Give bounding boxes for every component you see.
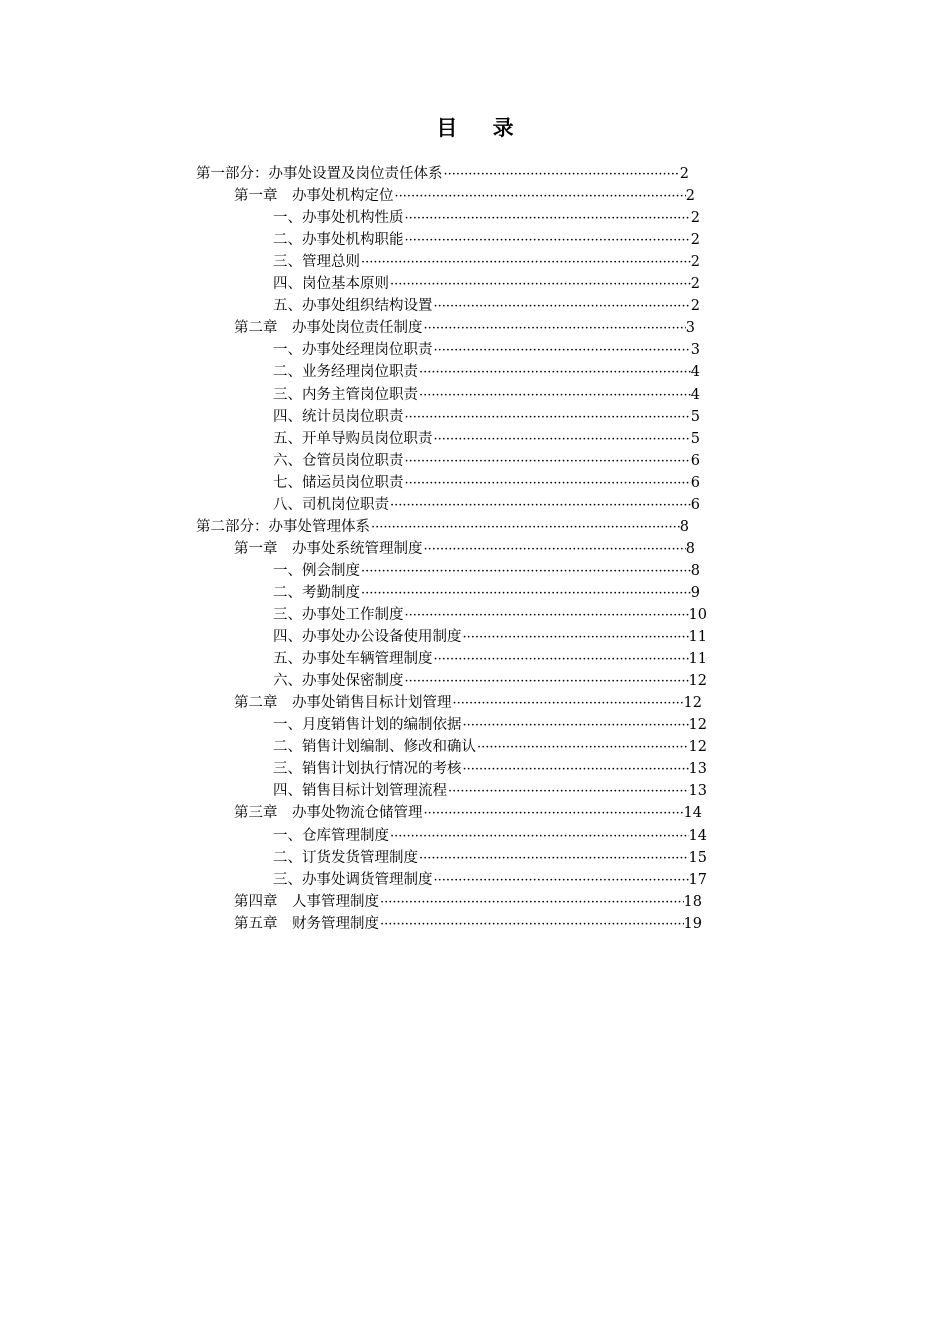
toc-entry-label: 一、办事处经理岗位职责	[273, 342, 433, 359]
toc-entry-label: 第二部分：办事处管理体系	[196, 518, 370, 535]
toc-dot-leader	[389, 826, 689, 847]
toc-entry-page-number: 6	[690, 452, 700, 469]
toc-dot-leader	[433, 296, 691, 317]
toc-entry-page-number: 6	[690, 496, 700, 513]
toc-entry-level-2[interactable]	[273, 626, 707, 648]
toc-dot-leader	[462, 759, 689, 780]
toc-entry-page-number: 3	[685, 320, 695, 337]
toc-entry-label: 五、办事处车辆管理制度	[273, 651, 433, 668]
toc-entry-page-number: 12	[683, 695, 702, 712]
toc-dot-leader	[370, 517, 680, 538]
toc-dot-leader	[404, 407, 691, 428]
toc-entry-level-2[interactable]	[273, 251, 700, 273]
toc-entry-level-2[interactable]	[273, 847, 707, 869]
toc-entry-label: 一、仓库管理制度	[273, 827, 389, 844]
toc-entry-level-2[interactable]	[273, 736, 707, 758]
toc-entry-label: 二、办事处机构职能	[273, 232, 404, 249]
toc-dot-leader	[360, 583, 691, 604]
toc-entry-label: 四、岗位基本原则	[273, 276, 389, 293]
toc-entry-page-number: 2	[690, 254, 700, 271]
toc-entry-page-number: 2	[690, 232, 700, 249]
toc-entry-page-number: 3	[690, 342, 700, 359]
toc-dot-leader	[418, 848, 689, 869]
toc-entry-label: 四、办事处办公设备使用制度	[273, 629, 462, 646]
toc-entry-level-2[interactable]	[273, 560, 700, 582]
toc-entry-label: 第四章 人事管理制度	[234, 893, 379, 910]
toc-entry-level-2[interactable]	[273, 604, 707, 626]
toc-entry-level-2[interactable]	[273, 825, 707, 847]
toc-dot-leader	[379, 914, 684, 935]
toc-entry-page-number: 19	[683, 915, 702, 932]
toc-dot-leader	[404, 473, 691, 494]
toc-dot-leader	[360, 252, 691, 273]
toc-dot-leader	[443, 164, 680, 185]
toc-entry-level-2[interactable]	[273, 670, 707, 692]
toc-entry-label: 三、内务主管岗位职责	[273, 386, 418, 403]
toc-entry-level-1[interactable]	[234, 185, 695, 207]
toc-entry-label: 五、开单导购员岗位职责	[273, 430, 433, 447]
toc-entry-page-number: 6	[690, 474, 700, 491]
toc-entry-page-number: 2	[690, 276, 700, 293]
toc-entry-page-number: 11	[688, 651, 707, 668]
toc-entry-level-0[interactable]	[196, 516, 689, 538]
toc-entry-level-2[interactable]	[273, 450, 700, 472]
toc-dot-leader	[433, 649, 689, 670]
toc-entry-label: 六、仓管员岗位职责	[273, 452, 404, 469]
toc-entry-label: 二、考勤制度	[273, 584, 360, 601]
toc-entry-level-2[interactable]	[273, 384, 700, 406]
toc-entry-page-number: 10	[688, 607, 707, 623]
toc-entry-level-1[interactable]	[234, 891, 702, 913]
toc-dot-leader	[404, 230, 691, 251]
toc-dot-leader	[404, 671, 689, 692]
toc-dot-leader	[433, 429, 691, 450]
toc-dot-leader	[389, 495, 691, 516]
toc-entry-level-2[interactable]	[273, 714, 707, 736]
toc-entry-level-1[interactable]	[234, 538, 695, 560]
toc-entry-level-1[interactable]	[234, 802, 702, 824]
toc-entry-page-number: 4	[690, 364, 700, 381]
toc-entry-level-2[interactable]	[273, 406, 700, 428]
toc-entry-page-number: 13	[688, 761, 707, 778]
toc-entry-page-number: 5	[690, 430, 700, 447]
toc-entry-page-number: 18	[683, 893, 702, 910]
toc-dot-leader	[452, 693, 684, 714]
toc-entry-label: 四、统计员岗位职责	[273, 408, 404, 425]
toc-entry-label: 一、办事处机构性质	[273, 210, 404, 227]
toc-entry-page-number: 5	[690, 408, 700, 425]
toc-entry-label: 三、销售计划执行情况的考核	[273, 761, 462, 778]
toc-dot-leader	[423, 539, 686, 560]
toc-entry-label: 二、订货发货管理制度	[273, 849, 418, 866]
toc-entry-page-number: 8	[679, 518, 689, 535]
toc-entry-level-2[interactable]	[273, 648, 707, 670]
toc-title: 目 录	[436, 115, 528, 140]
toc-entry-label: 第二章 办事处销售目标计划管理	[234, 695, 452, 712]
toc-dot-leader	[476, 737, 689, 758]
toc-entry-label: 第三章 办事处物流仓储管理	[234, 805, 423, 822]
toc-entry-page-number: 2	[690, 298, 700, 315]
toc-entry-level-2[interactable]	[273, 207, 700, 229]
toc-entry-level-2[interactable]	[273, 339, 700, 361]
toc-entry-label: 第二章 办事处岗位责任制度	[234, 320, 423, 337]
toc-entry-label: 二、销售计划编制、修改和确认	[273, 739, 476, 756]
toc-entry-level-2[interactable]	[273, 273, 700, 295]
toc-entry-page-number: 8	[685, 540, 695, 557]
toc-entry-level-2[interactable]	[273, 780, 707, 802]
toc-entry-label: 第一章 办事处机构定位	[234, 188, 394, 205]
toc-entry-label: 第五章 财务管理制度	[234, 915, 379, 932]
toc-dot-leader	[462, 715, 689, 736]
toc-entry-page-number: 14	[688, 827, 707, 844]
toc-dot-leader	[423, 318, 686, 339]
toc-entry-page-number: 2	[690, 210, 700, 227]
toc-entry-label: 七、储运员岗位职责	[273, 474, 404, 491]
toc-entry-page-number: 13	[688, 783, 707, 800]
toc-entry-label: 四、销售目标计划管理流程	[273, 783, 447, 800]
toc-entry-page-number: 15	[688, 849, 707, 866]
toc-entry-page-number: 2	[679, 166, 689, 182]
toc-entry-level-1[interactable]	[234, 317, 695, 339]
toc-dot-leader	[433, 340, 691, 361]
toc-entry-level-1[interactable]	[234, 692, 702, 714]
toc-entry-level-2[interactable]	[273, 361, 700, 383]
toc-dot-leader	[433, 870, 689, 891]
toc-entry-label: 二、业务经理岗位职责	[273, 364, 418, 381]
toc-entry-level-0[interactable]	[196, 163, 689, 185]
toc-dot-leader	[394, 186, 686, 207]
toc-entry-page-number: 4	[690, 386, 700, 403]
toc-entry-page-number: 12	[688, 717, 707, 734]
toc-entry-page-number: 2	[685, 188, 695, 205]
toc-entry-label: 三、办事处工作制度	[273, 607, 404, 623]
toc-entry-level-2[interactable]	[273, 229, 700, 251]
toc-entry-page-number: 17	[688, 871, 707, 888]
toc-entry-label: 六、办事处保密制度	[273, 673, 404, 690]
toc-dot-leader	[404, 605, 689, 626]
toc-entry-label: 三、管理总则	[273, 254, 360, 271]
toc-entry-page-number: 14	[683, 805, 702, 822]
toc-dot-leader	[379, 892, 684, 913]
toc-entry-level-2[interactable]	[273, 472, 700, 494]
toc-entry-label: 五、办事处组织结构设置	[273, 298, 433, 315]
toc-entry-level-2[interactable]	[273, 494, 700, 516]
toc-entry-page-number: 8	[690, 562, 700, 579]
toc-entry-level-2[interactable]	[273, 295, 700, 317]
toc-entry-label: 八、司机岗位职责	[273, 496, 389, 513]
toc-dot-leader	[360, 561, 691, 582]
toc-entry-label: 第一部分：办事处设置及岗位责任体系	[196, 166, 443, 182]
toc-dot-leader	[404, 208, 691, 229]
toc-entry-page-number: 11	[688, 629, 707, 646]
toc-dot-leader	[418, 362, 691, 383]
toc-dot-leader	[418, 385, 691, 406]
toc-entry-level-2[interactable]	[273, 758, 707, 780]
toc-entry-label: 三、办事处调货管理制度	[273, 871, 433, 888]
toc-entry-level-2[interactable]	[273, 582, 700, 604]
toc-entry-label: 一、月度销售计划的编制依据	[273, 717, 462, 734]
toc-entry-level-2[interactable]	[273, 869, 707, 891]
toc-entry-page-number: 9	[690, 584, 700, 601]
toc-entry-label: 一、例会制度	[273, 562, 360, 579]
toc-entry-page-number: 12	[688, 739, 707, 756]
toc-dot-leader	[447, 781, 689, 802]
toc-entry-page-number: 12	[688, 673, 707, 690]
toc-entry-level-1[interactable]	[234, 913, 702, 935]
toc-dot-leader	[462, 627, 689, 648]
toc-dot-leader	[404, 451, 691, 472]
toc-entry-label: 第一章 办事处系统管理制度	[234, 540, 423, 557]
toc-dot-leader	[423, 803, 684, 824]
toc-dot-leader	[389, 274, 691, 295]
toc-entry-level-2[interactable]	[273, 428, 700, 450]
